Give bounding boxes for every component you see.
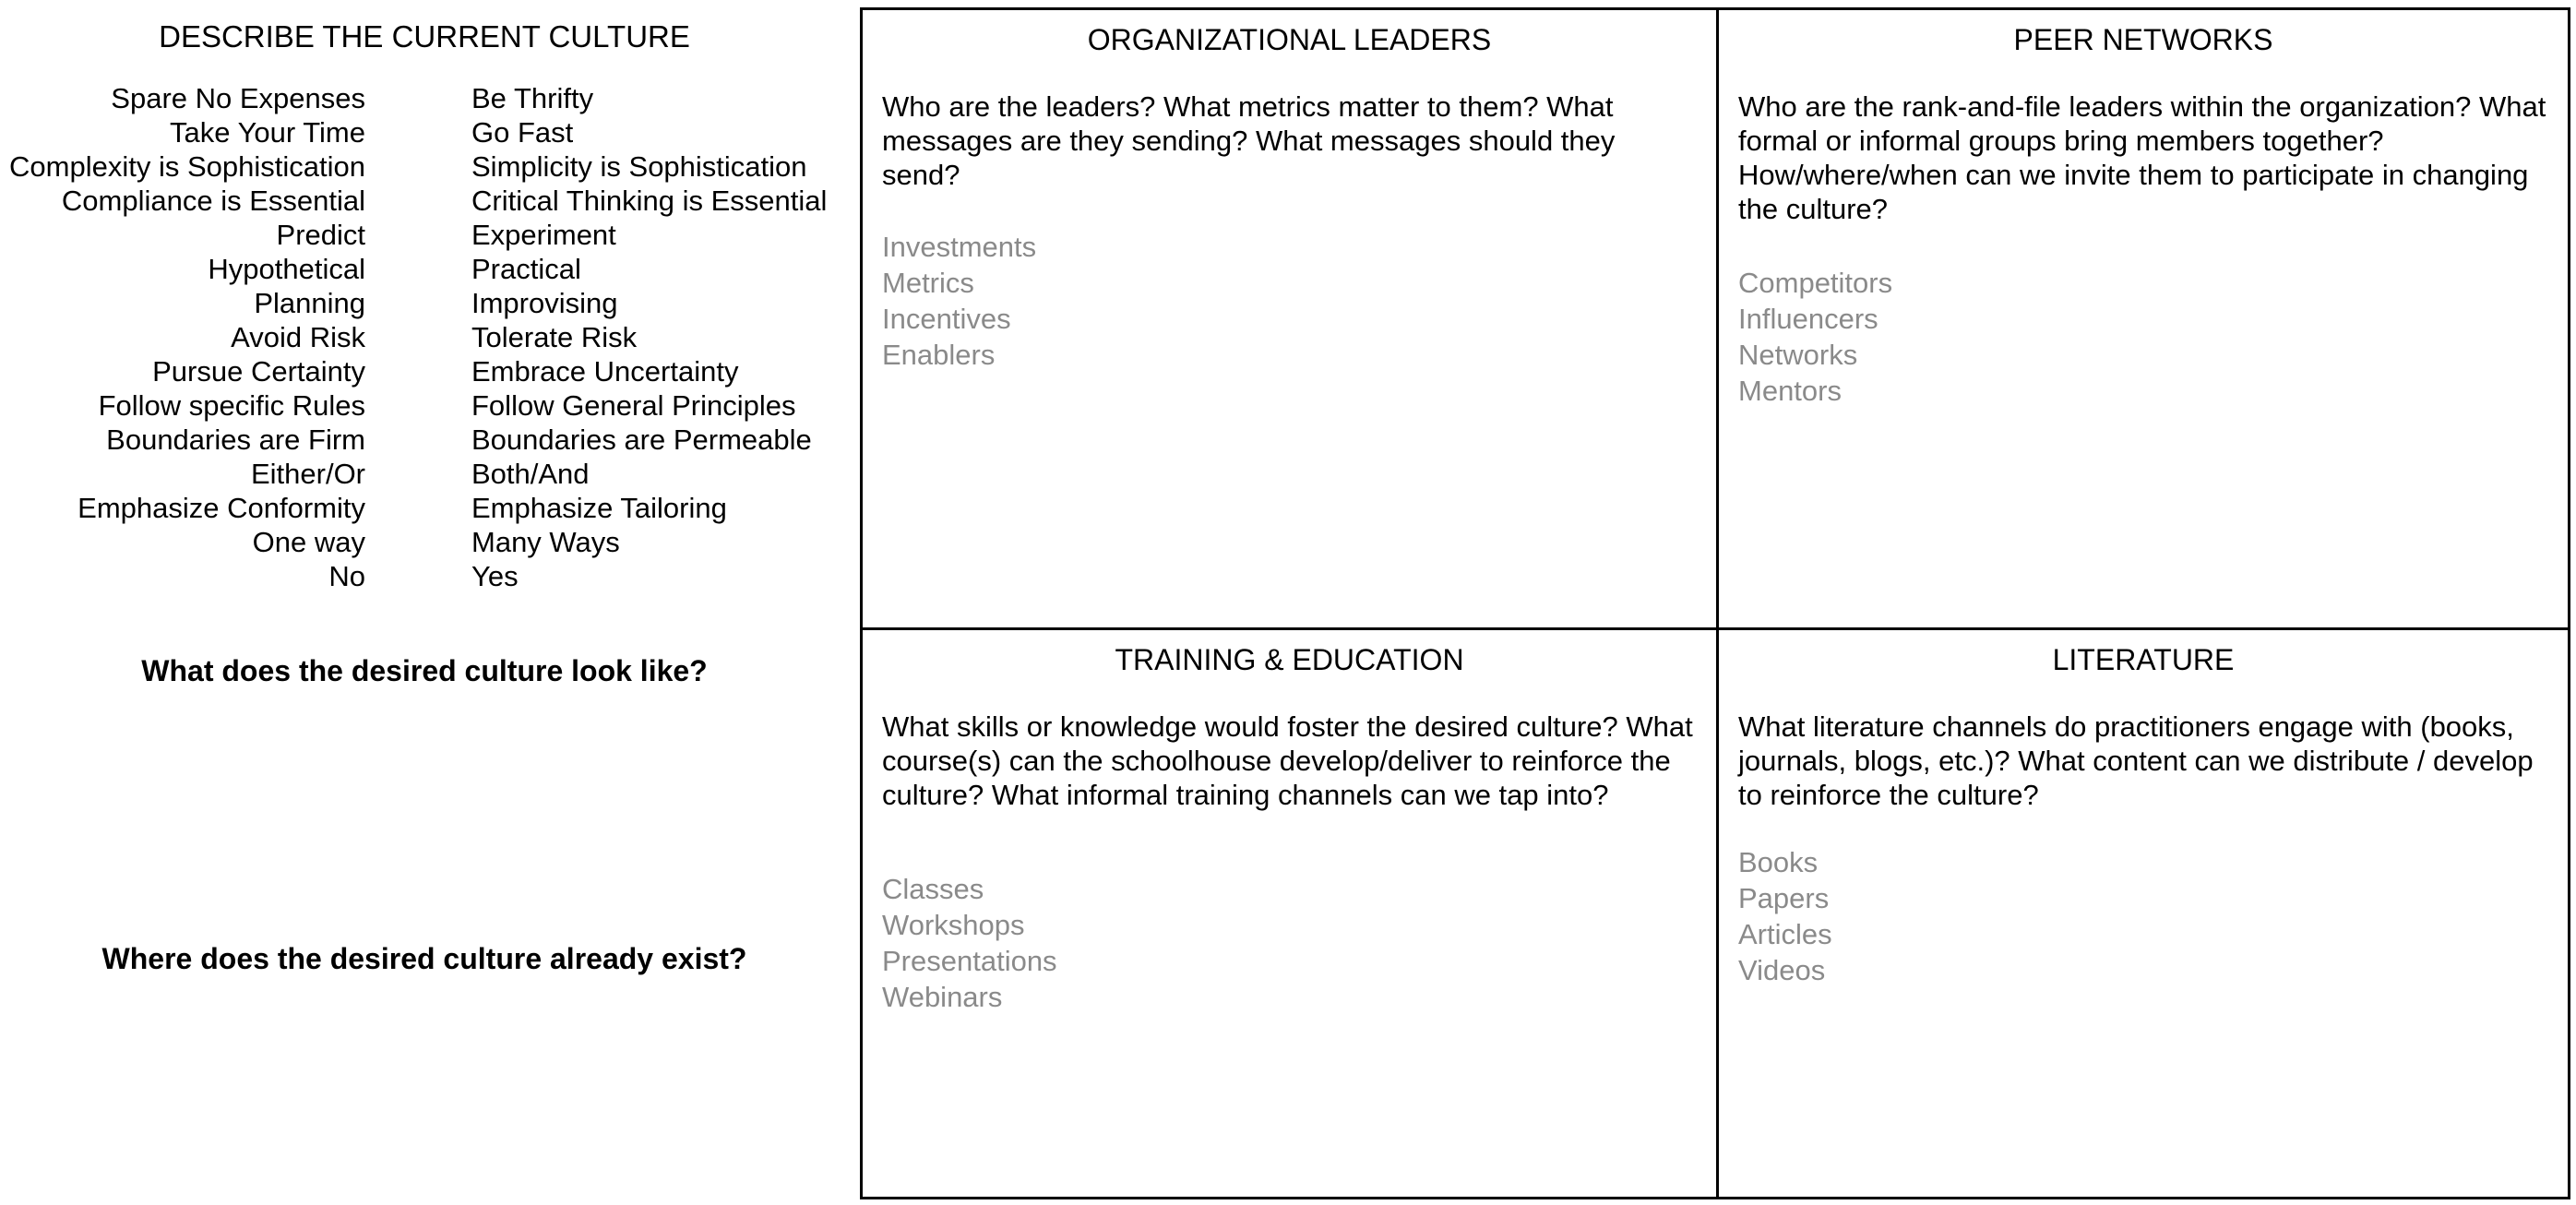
current-trait: Take Your Time bbox=[170, 116, 365, 149]
current-trait: Follow specific Rules bbox=[98, 389, 365, 422]
desired-trait: Critical Thinking is Essential bbox=[471, 185, 828, 217]
quadrant-prompt: What literature channels do practitioners engage with (books, journals, blogs, etc.)? What content can we distribute / develop to reinforce the culture? bbox=[1738, 710, 2534, 811]
desired-trait: Practical bbox=[471, 253, 581, 285]
culture-pair bbox=[0, 423, 849, 457]
list-item: Webinars bbox=[882, 981, 1003, 1013]
list-item: Articles bbox=[1738, 918, 1832, 950]
culture-pair bbox=[0, 491, 849, 525]
current-trait: Predict bbox=[276, 219, 365, 251]
quadrant-title: LITERATURE bbox=[2052, 643, 2235, 676]
culture-pair bbox=[0, 457, 849, 491]
current-trait: Avoid Risk bbox=[231, 321, 365, 353]
desired-trait: Yes bbox=[471, 560, 519, 592]
quadrant-prompt: Who are the rank-and-file leaders within the organization? What formal or informal groups bring members together? How/where/when can we invite them to participate in changing the culture? bbox=[1738, 90, 2546, 225]
list-item: Classes bbox=[882, 873, 984, 905]
culture-pair bbox=[0, 354, 849, 388]
org-leaders-quadrant bbox=[863, 10, 1716, 627]
current-culture-panel bbox=[0, 0, 853, 1205]
quadrant-items bbox=[882, 871, 1698, 1015]
culture-pair bbox=[0, 388, 849, 423]
culture-pair bbox=[0, 286, 849, 320]
quadrant-items bbox=[1738, 844, 2549, 988]
culture-exists-question: Where does the desired culture already exist? bbox=[101, 942, 747, 975]
list-item: Competitors bbox=[1738, 267, 1893, 299]
list-item: Networks bbox=[1738, 339, 1858, 371]
list-item: Workshops bbox=[882, 909, 1025, 941]
quadrant-grid bbox=[860, 7, 2570, 1199]
list-item: Enablers bbox=[882, 339, 996, 371]
desired-trait: Embrace Uncertainty bbox=[471, 355, 739, 388]
list-item: Mentors bbox=[1738, 375, 1842, 407]
culture-pairs-list bbox=[0, 81, 849, 593]
current-trait: Either/Or bbox=[250, 458, 365, 490]
current-culture-title: DESCRIBE THE CURRENT CULTURE bbox=[159, 19, 690, 54]
literature-quadrant bbox=[1719, 630, 2568, 1197]
desired-trait: Experiment bbox=[471, 219, 616, 251]
culture-pair bbox=[0, 184, 849, 218]
quadrant-title: ORGANIZATIONAL LEADERS bbox=[1087, 23, 1492, 56]
current-trait: Emphasize Conformity bbox=[78, 492, 365, 524]
desired-trait: Boundaries are Permeable bbox=[471, 424, 812, 456]
culture-pair bbox=[0, 252, 849, 286]
desired-trait: Follow General Principles bbox=[471, 389, 796, 422]
current-trait: Planning bbox=[254, 287, 365, 319]
list-item: Metrics bbox=[882, 267, 974, 299]
culture-pair bbox=[0, 115, 849, 149]
current-trait: Spare No Expenses bbox=[111, 82, 365, 114]
desired-trait: Go Fast bbox=[471, 116, 574, 149]
desired-culture-question: What does the desired culture look like? bbox=[141, 654, 708, 687]
current-trait: Complexity is Sophistication bbox=[9, 150, 365, 183]
culture-pair bbox=[0, 320, 849, 354]
desired-trait: Emphasize Tailoring bbox=[471, 492, 727, 524]
list-item: Videos bbox=[1738, 954, 1826, 986]
list-item: Incentives bbox=[882, 303, 1011, 335]
quadrant-items bbox=[882, 229, 1698, 373]
desired-trait: Both/And bbox=[471, 458, 590, 490]
list-item: Influencers bbox=[1738, 303, 1878, 335]
list-item: Papers bbox=[1738, 882, 1830, 914]
current-trait: No bbox=[328, 560, 365, 592]
quadrant-title: TRAINING & EDUCATION bbox=[1115, 643, 1464, 676]
list-item: Investments bbox=[882, 231, 1037, 263]
desired-trait: Improvising bbox=[471, 287, 618, 319]
quadrant-prompt: Who are the leaders? What metrics matter to them? What messages are they sending? What messages should they send? bbox=[882, 90, 1616, 191]
quadrant-items bbox=[1738, 265, 2549, 409]
list-item: Books bbox=[1738, 846, 1819, 878]
list-item: Presentations bbox=[882, 945, 1057, 977]
culture-pair bbox=[0, 81, 849, 115]
current-trait: Compliance is Essential bbox=[61, 185, 365, 217]
current-trait: Hypothetical bbox=[208, 253, 365, 285]
desired-trait: Tolerate Risk bbox=[471, 321, 638, 353]
culture-pair bbox=[0, 218, 849, 252]
training-education-quadrant bbox=[863, 630, 1716, 1197]
current-trait: One way bbox=[252, 526, 365, 558]
culture-pair bbox=[0, 559, 849, 593]
quadrant-prompt: What skills or knowledge would foster the desired culture? What course(s) can the schoolhouse develop/deliver to reinforce the culture? What informal training channels can we tap into? bbox=[882, 710, 1693, 811]
desired-trait: Simplicity is Sophistication bbox=[471, 150, 807, 183]
culture-pair bbox=[0, 149, 849, 184]
current-trait: Pursue Certainty bbox=[152, 355, 365, 388]
peer-networks-quadrant bbox=[1719, 10, 2568, 627]
desired-trait: Be Thrifty bbox=[471, 82, 594, 114]
quadrant-title: PEER NETWORKS bbox=[2013, 23, 2273, 56]
desired-trait: Many Ways bbox=[471, 526, 620, 558]
current-trait: Boundaries are Firm bbox=[106, 424, 365, 456]
culture-pair bbox=[0, 525, 849, 559]
